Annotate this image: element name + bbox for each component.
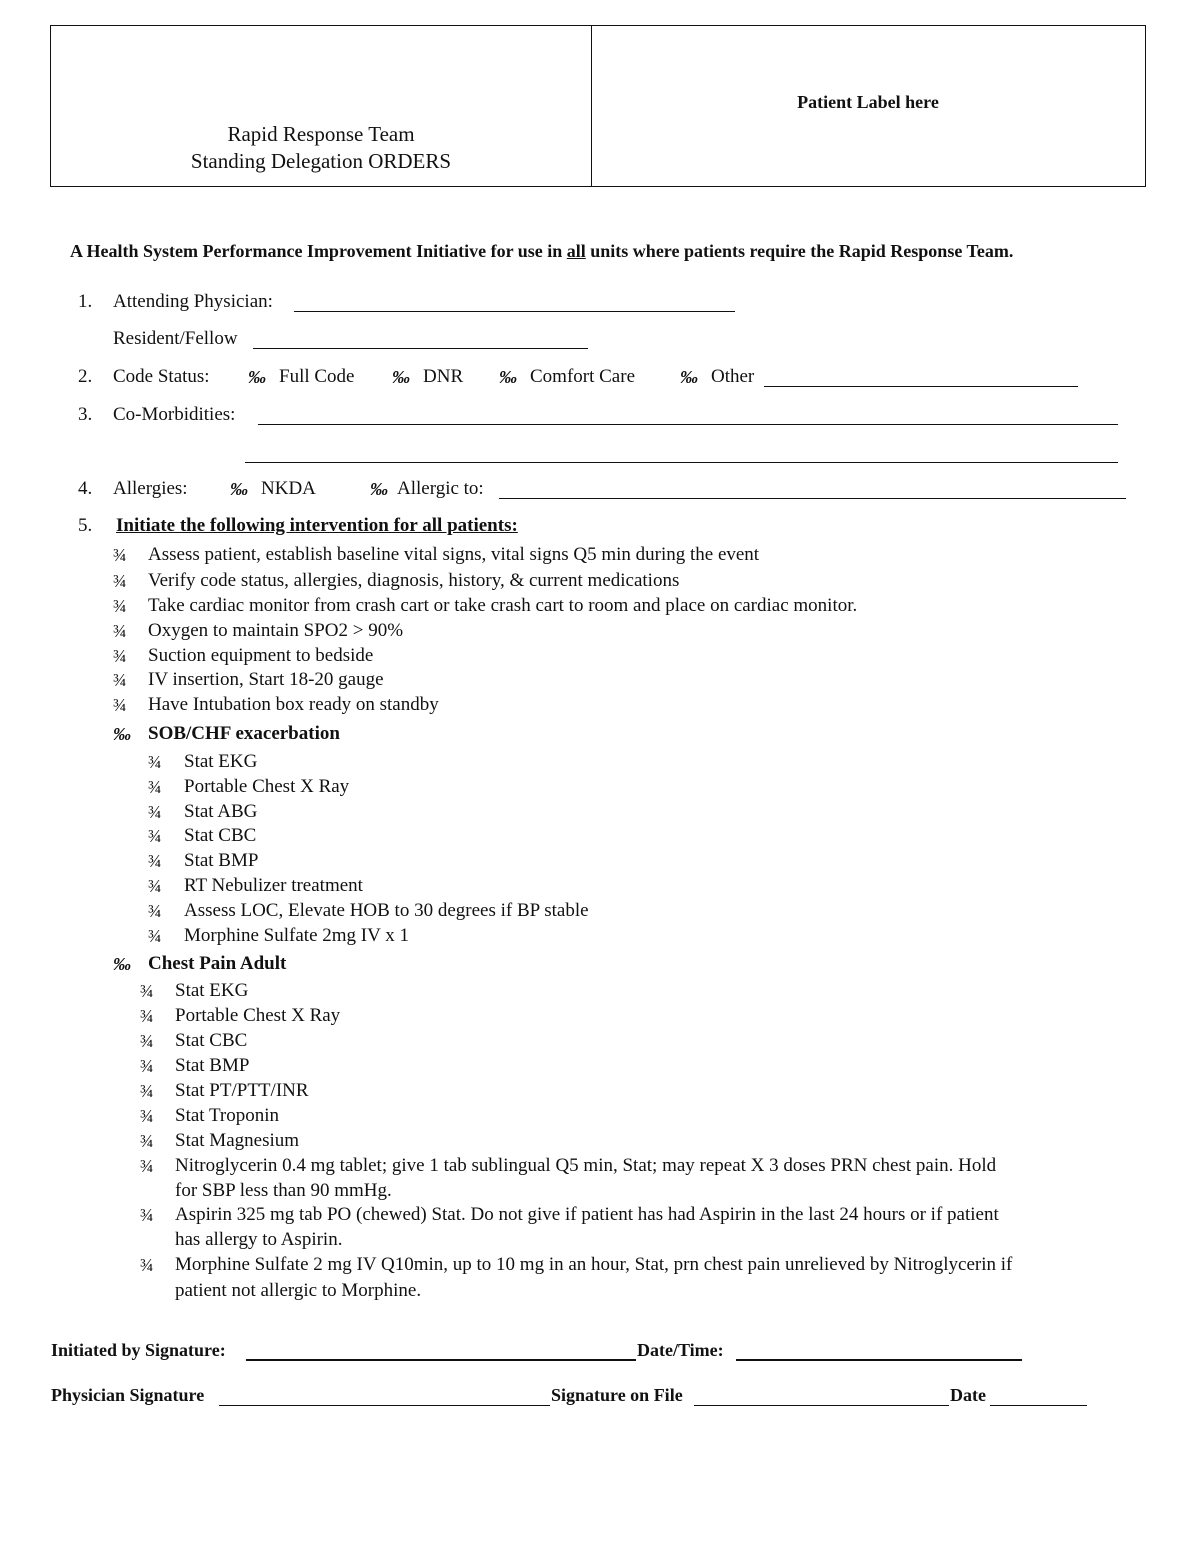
list-item: RT Nebulizer treatment bbox=[184, 875, 363, 896]
list-item: Morphine Sulfate 2mg IV x 1 bbox=[184, 925, 409, 946]
date-label: Date bbox=[950, 1385, 986, 1405]
attending-physician-field[interactable] bbox=[294, 311, 735, 312]
list-item: Verify code status, allergies, diagnosis, history, & current medications bbox=[148, 570, 680, 591]
nkda-checkbox[interactable]: ‰ bbox=[230, 479, 248, 499]
code-status-label: Code Status: bbox=[113, 366, 210, 387]
bullet-icon: ¾ bbox=[148, 777, 162, 797]
allergies-label: Allergies: bbox=[113, 478, 188, 499]
bullet-icon: ¾ bbox=[140, 1031, 154, 1051]
list-item: Stat CBC bbox=[175, 1030, 248, 1051]
bullet-icon: ¾ bbox=[148, 826, 162, 846]
comfort-care-label: Comfort Care bbox=[530, 366, 636, 387]
comorbidities-field-2[interactable] bbox=[245, 462, 1118, 463]
resident-fellow-field[interactable] bbox=[253, 348, 588, 349]
form-title-line1: Rapid Response Team bbox=[227, 122, 415, 146]
list-item: Stat BMP bbox=[184, 850, 259, 871]
list-item-aspirin-line1: Aspirin 325 mg tab PO (chewed) Stat. Do not give if patient has had Aspirin in the last 24 hours or if patient bbox=[175, 1204, 999, 1225]
full-code-label: Full Code bbox=[279, 366, 355, 387]
dnr-label: DNR bbox=[423, 366, 464, 387]
other-label: Other bbox=[711, 366, 755, 387]
bullet-icon: ¾ bbox=[140, 1131, 154, 1151]
bullet-icon: ¾ bbox=[140, 1081, 154, 1101]
bullet-icon: ¾ bbox=[148, 851, 162, 871]
list-item: Assess patient, establish baseline vital signs, vital signs Q5 min during the event bbox=[148, 544, 760, 565]
intro-emphasis: all bbox=[566, 241, 586, 261]
chest-pain-heading: Chest Pain Adult bbox=[148, 953, 287, 974]
bullet-icon: ¾ bbox=[140, 1156, 154, 1176]
list-item: Stat EKG bbox=[175, 980, 249, 1001]
chest-pain-checkbox[interactable]: ‰ bbox=[113, 954, 131, 974]
list-item: Suction equipment to bedside bbox=[148, 645, 374, 666]
list-item-morphine-line1: Morphine Sulfate 2 mg IV Q10min, up to 10 mg in an hour, Stat, prn chest pain unrelieved by Nitroglycerin if bbox=[175, 1254, 1013, 1275]
initiated-by-signature-field[interactable] bbox=[246, 1359, 636, 1361]
bullet-icon: ¾ bbox=[113, 670, 127, 690]
list-item: Take cardiac monitor from crash cart or take crash cart to room and place on cardiac monitor. bbox=[148, 595, 858, 616]
allergic-to-label: Allergic to: bbox=[397, 478, 484, 499]
full-code-checkbox[interactable]: ‰ bbox=[248, 367, 266, 387]
item-number-3: 3. bbox=[78, 404, 93, 425]
list-item: Stat Magnesium bbox=[175, 1130, 300, 1151]
list-item-morphine-line2: patient not allergic to Morphine. bbox=[175, 1280, 422, 1301]
bullet-icon: ¾ bbox=[113, 695, 127, 715]
list-item: IV insertion, Start 18-20 gauge bbox=[148, 669, 384, 690]
header-box bbox=[50, 25, 1146, 187]
form-title bbox=[51, 121, 591, 175]
intro-before: A Health System Performance Improvement Initiative for use in bbox=[70, 241, 567, 261]
bullet-icon: ¾ bbox=[140, 1006, 154, 1026]
list-item-nitroglycerin-line2: for SBP less than 90 mmHg. bbox=[175, 1180, 392, 1201]
nkda-label: NKDA bbox=[261, 478, 316, 499]
list-item: Stat Troponin bbox=[175, 1105, 280, 1126]
list-item: Stat BMP bbox=[175, 1055, 250, 1076]
other-checkbox[interactable]: ‰ bbox=[680, 367, 698, 387]
sob-chf-checkbox[interactable]: ‰ bbox=[113, 724, 131, 744]
dnr-checkbox[interactable]: ‰ bbox=[392, 367, 410, 387]
list-item-aspirin-line2: has allergy to Aspirin. bbox=[175, 1229, 343, 1250]
bullet-icon: ¾ bbox=[148, 752, 162, 772]
attending-label: Attending Physician: bbox=[113, 291, 273, 312]
comorbidities-field-1[interactable] bbox=[258, 424, 1118, 425]
date-time-label: Date/Time: bbox=[637, 1340, 724, 1360]
signature-on-file-field[interactable] bbox=[694, 1405, 949, 1406]
list-item: Portable Chest X Ray bbox=[175, 1005, 341, 1026]
bullet-icon: ¾ bbox=[148, 876, 162, 896]
resident-label: Resident/Fellow bbox=[113, 328, 238, 349]
list-item: Oxygen to maintain SPO2 > 90% bbox=[148, 620, 404, 641]
date-time-field[interactable] bbox=[736, 1359, 1022, 1361]
list-item: Stat CBC bbox=[184, 825, 257, 846]
allergic-to-checkbox[interactable]: ‰ bbox=[370, 479, 388, 499]
item-number-4: 4. bbox=[78, 478, 93, 499]
initiated-by-label: Initiated by Signature: bbox=[51, 1340, 226, 1360]
other-code-status-field[interactable] bbox=[764, 386, 1078, 387]
form-title-line2: Standing Delegation ORDERS bbox=[190, 149, 452, 173]
comorbidities-label: Co-Morbidities: bbox=[113, 404, 236, 425]
bullet-icon: ¾ bbox=[140, 1056, 154, 1076]
intro-statement bbox=[70, 241, 1013, 262]
bullet-icon: ¾ bbox=[140, 1255, 154, 1275]
list-item: Have Intubation box ready on standby bbox=[148, 694, 439, 715]
sob-chf-heading: SOB/CHF exacerbation bbox=[148, 723, 340, 744]
bullet-icon: ¾ bbox=[140, 1106, 154, 1126]
list-item: Stat PT/PTT/INR bbox=[175, 1080, 309, 1101]
bullet-icon: ¾ bbox=[148, 901, 162, 921]
patient-label-area[interactable]: Patient Label here bbox=[797, 92, 939, 112]
signature-on-file-label: Signature on File bbox=[551, 1385, 683, 1405]
intro-after: units where patients require the Rapid Response Team. bbox=[585, 241, 1014, 261]
item-number-2: 2. bbox=[78, 366, 93, 387]
bullet-icon: ¾ bbox=[148, 802, 162, 822]
list-item: Assess LOC, Elevate HOB to 30 degrees if BP stable bbox=[184, 900, 589, 921]
bullet-icon: ¾ bbox=[113, 646, 127, 666]
comfort-care-checkbox[interactable]: ‰ bbox=[499, 367, 517, 387]
physician-signature-field[interactable] bbox=[219, 1405, 550, 1406]
list-item: Stat EKG bbox=[184, 751, 258, 772]
bullet-icon: ¾ bbox=[140, 981, 154, 1001]
item-number-1: 1. bbox=[78, 291, 93, 312]
bullet-icon: ¾ bbox=[113, 545, 127, 565]
bullet-icon: ¾ bbox=[148, 926, 162, 946]
list-item: Stat ABG bbox=[184, 801, 258, 822]
bullet-icon: ¾ bbox=[113, 596, 127, 616]
initiate-heading: Initiate the following intervention for all patients: bbox=[116, 515, 518, 536]
bullet-icon: ¾ bbox=[113, 621, 127, 641]
bullet-icon: ¾ bbox=[113, 571, 127, 591]
list-item-nitroglycerin-line1: Nitroglycerin 0.4 mg tablet; give 1 tab sublingual Q5 min, Stat; may repeat X 3 doses PRN chest pain. Hold bbox=[175, 1155, 997, 1176]
item-number-5: 5. bbox=[78, 515, 93, 536]
date-field[interactable] bbox=[990, 1405, 1087, 1406]
list-item: Portable Chest X Ray bbox=[184, 776, 350, 797]
bullet-icon: ¾ bbox=[140, 1205, 154, 1225]
allergic-to-field[interactable] bbox=[499, 498, 1126, 499]
physician-signature-label: Physician Signature bbox=[51, 1385, 205, 1405]
